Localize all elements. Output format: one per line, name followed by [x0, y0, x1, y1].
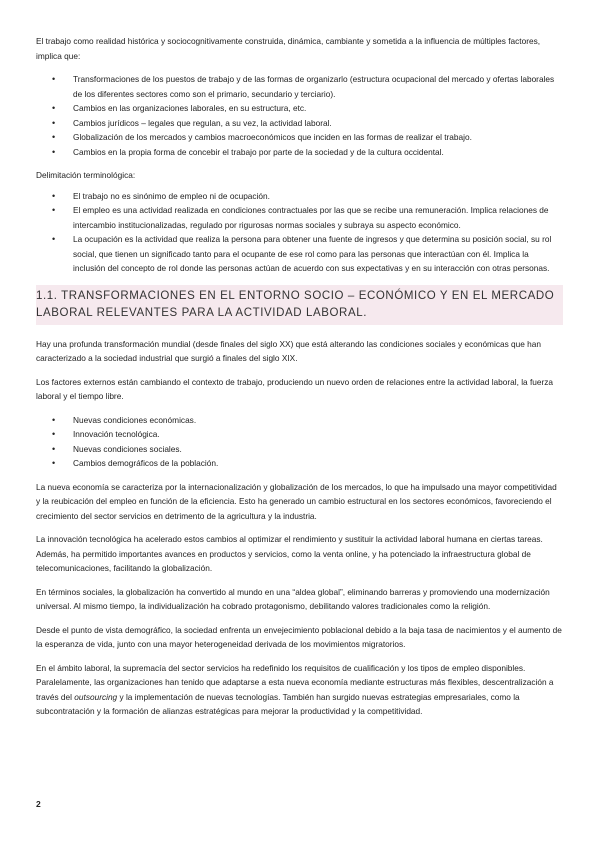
- list-item: • Cambios demográficos de la población.: [36, 456, 563, 471]
- bullet-icon: •: [52, 74, 56, 84]
- page-number: 2: [36, 799, 41, 809]
- list-item: • Globalización de los mercados y cambios macroeconómicos que inciden en las formas de realizar el trabajo.: [36, 130, 563, 145]
- list-item: • Cambios jurídicos – legales que regulan, a su vez, la actividad laboral.: [36, 116, 563, 131]
- bullet-icon: •: [52, 429, 56, 439]
- section-heading-box: [36, 285, 563, 325]
- intro-paragraph: El trabajo como realidad histórica y sociocognitivamente construida, dinámica, cambiante y sometida a la influencia de múltiples factores, implica que:: [36, 36, 541, 61]
- section-heading: 1.1. TRANSFORMACIONES EN EL ENTORNO SOCIO – ECONÓMICO Y EN EL MERCADO LABORAL RELEVANTES PARA LA ACTIVIDAD LABORAL.: [36, 289, 555, 319]
- factor-bullet-list: [36, 413, 563, 471]
- bullet-icon: •: [52, 205, 56, 215]
- paragraph-labor: En el ámbito laboral, la supremacía del sector servicios ha redefinido los requisitos de cualificación y los tipos de empleo disponibles. Paralelamente, las organizaciones han tenido que adaptarse a esta nueva economía mediante estructuras más flexibles, descentralización a través del outsourcing y la implementación de nuevas tecnologías. También han surgido nuevas estrategias empresariales, como la subcontratación y la formación de alianzas estratégicas para mejorar la productividad y la competitividad.: [36, 662, 554, 716]
- bullet-icon: •: [52, 458, 56, 468]
- delimitation-bullet-list: [36, 189, 563, 276]
- bullet-icon: •: [52, 234, 56, 244]
- bullet-icon: •: [52, 132, 56, 142]
- paragraph-external-factors: Los factores externos están cambiando el contexto de trabajo, produciendo un nuevo orden de relaciones entre la actividad laboral, la fuerza laboral y el tiempo libre.: [36, 376, 554, 401]
- list-item: • Nuevas condiciones sociales.: [36, 442, 563, 457]
- list-item: • El trabajo no es sinónimo de empleo ni de ocupación.: [36, 189, 563, 204]
- list-item: • Cambios en las organizaciones laborales, en su estructura, etc.: [36, 101, 563, 116]
- list-item: • Cambios en la propia forma de concebir el trabajo por parte de la sociedad y de la cultura occidental.: [36, 145, 563, 160]
- paragraph-transformation: Hay una profunda transformación mundial (desde finales del siglo XX) que está alterando las condiciones sociales y económicas que han caracterizado a la sociedad industrial que surgió a finales del siglo XIX.: [36, 338, 542, 363]
- outsourcing-term: outsourcing: [74, 691, 118, 702]
- bullet-icon: •: [52, 117, 56, 128]
- delimitation-label: Delimitación terminológica:: [36, 170, 136, 180]
- paragraph-demographic: Desde el punto de vista demográfico, la sociedad enfrenta un envejecimiento poblacional debido a la baja tasa de nacimientos y el aumento de la esperanza de vida, junto con una mayor heterogeneidad derivada de los movimientos migratorios.: [36, 624, 562, 649]
- paragraph-technology: La innovación tecnológica ha acelerado estos cambios al optimizar el rendimiento y sustituir la actividad laboral humana en ciertas tareas. Además, ha permitido importantes avances en productos y servicios, como la venta online, y ha potenciado la infraestructura global de telecomunicaciones, facilitando la globalización.: [36, 534, 543, 573]
- bullet-icon: •: [52, 443, 56, 454]
- list-item: • Nuevas condiciones económicas.: [36, 413, 563, 428]
- bullet-icon: •: [52, 414, 56, 425]
- list-item: • Transformaciones de los puestos de trabajo y de las formas de organizarlo (estructura ocupacional del mercado y ofertas laborales de los diferentes sectores como son el primario, secundario y terciario).: [52, 74, 555, 99]
- bullet-icon: •: [52, 103, 56, 113]
- paragraph-new-economy: La nueva economía se caracteriza por la internacionalización y globalización de los mercados, lo que ha impulsado una mayor competitividad y la reubicación del empleo en función de la eficiencia. Esto ha generado un cambio estructural en los sectores económicos, favoreciendo el crecimiento del sector servicios en detrimento de la agricultura y la industria.: [36, 481, 557, 521]
- list-item: • El empleo es una actividad realizada en condiciones contractuales por las que se recibe una remuneración. Implica relaciones de intercambio institucionalizadas, regulado por rigurosas normas sociales y subraya su aspecto económico.: [52, 205, 549, 230]
- bullet-icon: •: [52, 190, 56, 201]
- paragraph-social: En términos sociales, la globalización ha convertido al mundo en una “aldea global”, eliminando barreras y promoviendo una modernización universal. Al mismo tiempo, la individualización ha cobrado protagonismo, debilitando valores tradicionales como la religión.: [36, 586, 550, 611]
- list-item: • Innovación tecnológica.: [36, 427, 563, 442]
- list-item: • La ocupación es la actividad que realiza la persona para obtener una fuente de ingresos y que determina su posición social, su rol social, que tienen un significado tanto para el ocupante de ese rol como para las personas que interactúan con él. Implica la inclusión del concepto de rol donde las personas actúan de acuerdo con sus expectativas y en su interacción con otras personas.: [52, 234, 552, 273]
- bullet-icon: •: [52, 146, 56, 157]
- intro-bullet-list: [36, 72, 563, 159]
